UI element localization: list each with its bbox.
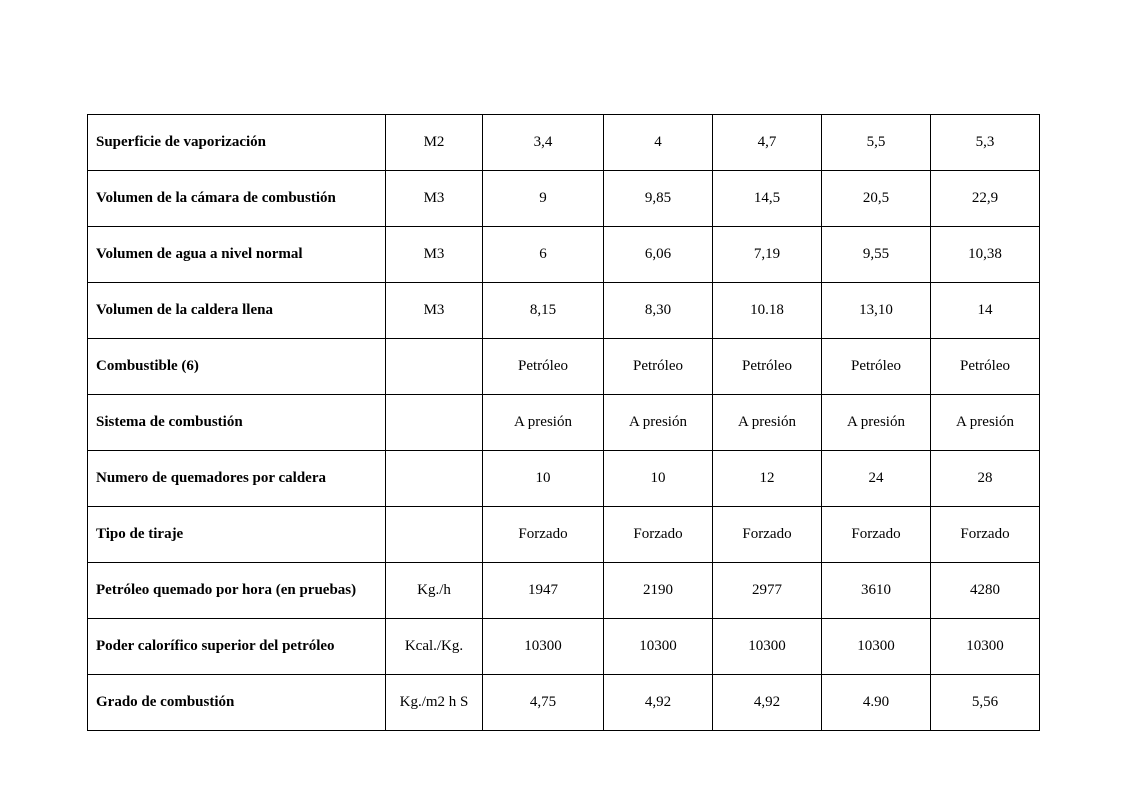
value-cell: Petróleo: [931, 339, 1040, 395]
value-cell: 10300: [604, 619, 713, 675]
value-cell: 2977: [713, 563, 822, 619]
table-row: [88, 563, 1040, 619]
value-cell: Forzado: [483, 507, 604, 563]
row-unit: Kg./h: [386, 563, 483, 619]
value-cell: Forzado: [822, 507, 931, 563]
value-cell: 4: [604, 115, 713, 171]
value-cell: 4.90: [822, 675, 931, 731]
value-cell: 8,30: [604, 283, 713, 339]
row-unit: [386, 395, 483, 451]
value-cell: Forzado: [931, 507, 1040, 563]
row-label: Combustible (6): [88, 339, 386, 395]
table-row: [88, 451, 1040, 507]
row-label: Superficie de vaporización: [88, 115, 386, 171]
value-cell: 24: [822, 451, 931, 507]
value-cell: 10300: [822, 619, 931, 675]
value-cell: A presión: [604, 395, 713, 451]
value-cell: 7,19: [713, 227, 822, 283]
row-unit: M3: [386, 227, 483, 283]
table-row: [88, 675, 1040, 731]
value-cell: 1947: [483, 563, 604, 619]
table-row: [88, 283, 1040, 339]
table-row: [88, 395, 1040, 451]
row-label: Sistema de combustión: [88, 395, 386, 451]
value-cell: 14: [931, 283, 1040, 339]
value-cell: 4280: [931, 563, 1040, 619]
row-label: Poder calorífico superior del petróleo: [88, 619, 386, 675]
row-unit: M2: [386, 115, 483, 171]
table-body: [88, 115, 1040, 731]
row-label: Petróleo quemado por hora (en pruebas): [88, 563, 386, 619]
row-unit: Kcal./Kg.: [386, 619, 483, 675]
value-cell: 5,56: [931, 675, 1040, 731]
row-label: Grado de combustión: [88, 675, 386, 731]
row-label: Numero de quemadores por caldera: [88, 451, 386, 507]
value-cell: Petróleo: [483, 339, 604, 395]
value-cell: A presión: [931, 395, 1040, 451]
value-cell: 9,55: [822, 227, 931, 283]
value-cell: 4,7: [713, 115, 822, 171]
value-cell: 10.18: [713, 283, 822, 339]
value-cell: Petróleo: [713, 339, 822, 395]
value-cell: Forzado: [604, 507, 713, 563]
value-cell: 13,10: [822, 283, 931, 339]
value-cell: 6: [483, 227, 604, 283]
value-cell: 12: [713, 451, 822, 507]
value-cell: 3610: [822, 563, 931, 619]
row-unit: Kg./m2 h S: [386, 675, 483, 731]
value-cell: 4,92: [713, 675, 822, 731]
row-label: Volumen de la cámara de combustión: [88, 171, 386, 227]
value-cell: Petróleo: [604, 339, 713, 395]
value-cell: 10: [483, 451, 604, 507]
value-cell: 5,5: [822, 115, 931, 171]
value-cell: 5,3: [931, 115, 1040, 171]
value-cell: 4,92: [604, 675, 713, 731]
row-unit: [386, 507, 483, 563]
value-cell: Forzado: [713, 507, 822, 563]
value-cell: 10,38: [931, 227, 1040, 283]
value-cell: A presión: [822, 395, 931, 451]
value-cell: 28: [931, 451, 1040, 507]
value-cell: 4,75: [483, 675, 604, 731]
value-cell: 10300: [483, 619, 604, 675]
value-cell: 14,5: [713, 171, 822, 227]
table-row: [88, 507, 1040, 563]
row-label: Volumen de agua a nivel normal: [88, 227, 386, 283]
value-cell: 8,15: [483, 283, 604, 339]
value-cell: 10300: [931, 619, 1040, 675]
value-cell: 22,9: [931, 171, 1040, 227]
value-cell: 20,5: [822, 171, 931, 227]
value-cell: Petróleo: [822, 339, 931, 395]
table-row: [88, 227, 1040, 283]
row-label: Tipo de tiraje: [88, 507, 386, 563]
value-cell: A presión: [483, 395, 604, 451]
value-cell: 10300: [713, 619, 822, 675]
value-cell: 3,4: [483, 115, 604, 171]
table-row: [88, 339, 1040, 395]
row-label: Volumen de la caldera llena: [88, 283, 386, 339]
table-row: [88, 619, 1040, 675]
table-row: [88, 171, 1040, 227]
value-cell: 9,85: [604, 171, 713, 227]
row-unit: [386, 339, 483, 395]
value-cell: A presión: [713, 395, 822, 451]
value-cell: 6,06: [604, 227, 713, 283]
row-unit: [386, 451, 483, 507]
value-cell: 2190: [604, 563, 713, 619]
boiler-specifications-table: [87, 114, 1040, 731]
row-unit: M3: [386, 171, 483, 227]
value-cell: 10: [604, 451, 713, 507]
table-row: [88, 115, 1040, 171]
row-unit: M3: [386, 283, 483, 339]
value-cell: 9: [483, 171, 604, 227]
